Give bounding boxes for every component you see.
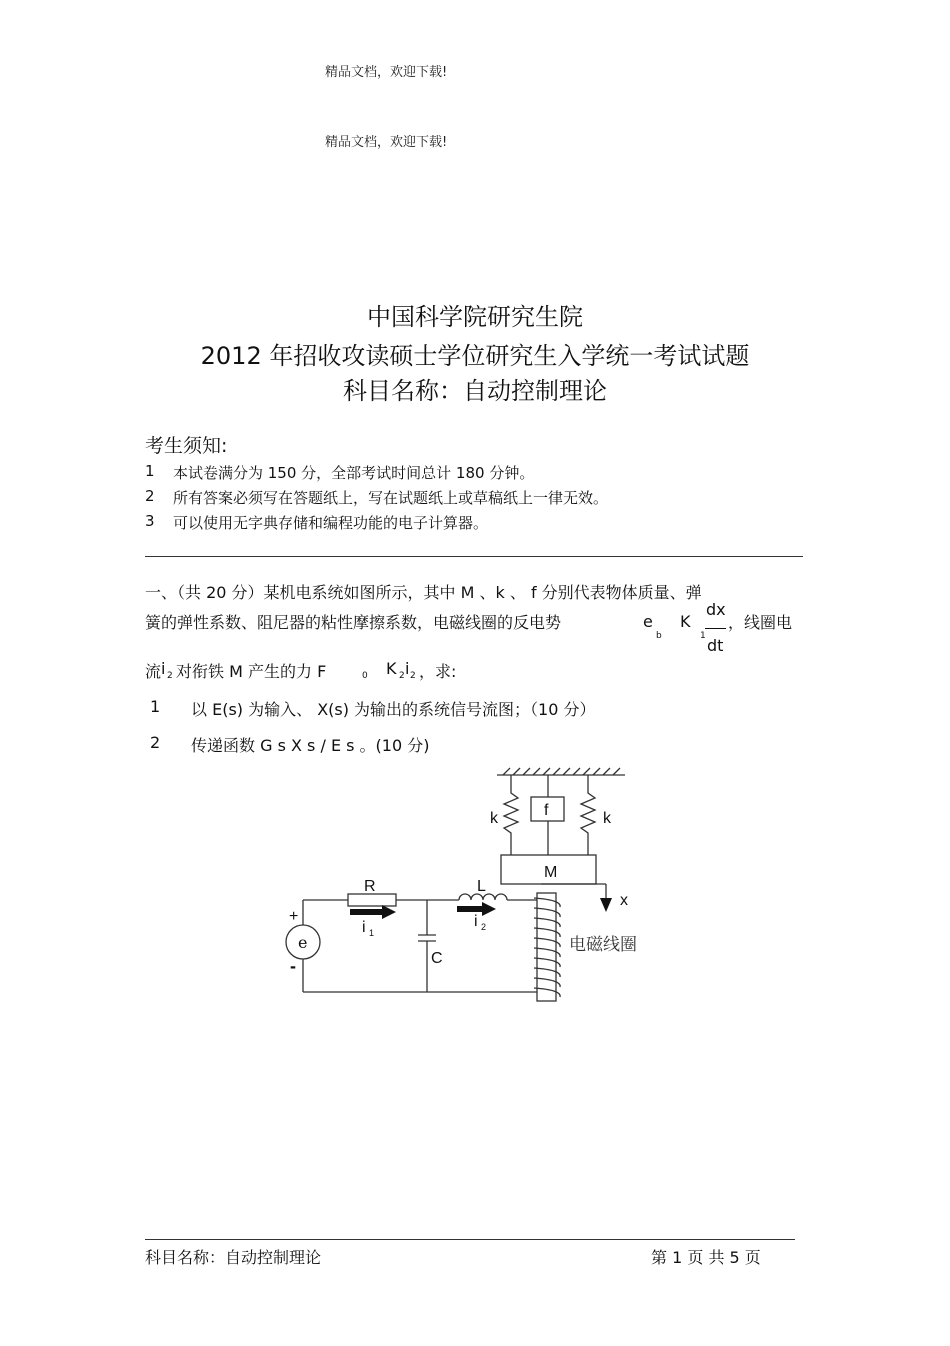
electromechanical-system-diagram (270, 760, 690, 1010)
question1-line2: 簧的弹性系数、阻尼器的粘性摩擦系数，电磁线圈的反电势 (145, 613, 562, 632)
ceiling-hatch (503, 768, 620, 775)
current-label-i2-subscript: 2 (481, 922, 487, 932)
exam-title: 2012 年招收攻读硕士学位研究生入学统一考试试题 (200, 342, 750, 370)
constant-k1: K (680, 612, 691, 631)
spring-label-k: k (490, 810, 498, 827)
current-i2-symbol: i (405, 659, 410, 678)
source-minus-sign: - (290, 956, 296, 976)
part-number: 2 (150, 733, 161, 752)
back-emf-subscript: b (656, 631, 662, 641)
current-i2-subscript: 2 (167, 671, 173, 681)
left-spring (504, 775, 518, 855)
exam-institution-title: 中国科学院研究生院 (367, 303, 583, 331)
footer-subject: 科目名称：自动控制理论 (145, 1248, 322, 1267)
notice-item: 可以使用无字典存储和编程功能的电子计算器。 (173, 514, 489, 532)
capacitor-label-c: C (431, 950, 443, 967)
capacitor (418, 935, 436, 941)
mass-label-m: M (544, 864, 558, 881)
source-plus-sign: + (289, 908, 299, 925)
question1-line2-end: ，线圈电 (728, 613, 793, 632)
footer-divider (145, 1239, 795, 1240)
question1-line3-start: 流 (145, 662, 162, 681)
current-label-i2: i (474, 913, 478, 930)
notice-item-number: 1 (145, 462, 155, 480)
current-i2-subscript: 2 (410, 671, 416, 681)
part-number: 1 (150, 697, 161, 716)
damper-label-f: f (544, 802, 549, 819)
force-subscript: 0 (362, 671, 368, 681)
notice-item-number: 2 (145, 487, 155, 505)
notice-item: 所有答案必须写在答题纸上，写在试题纸上或草稿纸上一律无效。 (173, 489, 609, 507)
x-direction-arrow (600, 898, 612, 912)
question1-line1: 一、（共 20 分）某机电系统如图所示，其中 M 、k 、 f 分别代表物体质量、弹 (145, 583, 702, 602)
constant-k2-subscript: 2 (399, 671, 405, 681)
spring-label-k: k (603, 810, 611, 827)
notice-item-number: 3 (145, 512, 155, 530)
right-spring (581, 775, 595, 855)
fraction-bar (705, 628, 726, 629)
fraction-numerator: dx (706, 600, 726, 619)
question1-part2: 传递函数 G s X s / E s 。(10 分) (191, 736, 430, 755)
question1-part1: 以 E(s) 为输入、 X(s) 为输出的系统信号流图；（10 分） (191, 700, 596, 719)
i1-arrow (350, 905, 396, 919)
notice-item: 本试卷满分为 150 分，全部考试时间总计 180 分钟。 (173, 464, 535, 482)
notice-heading: 考生须知: (145, 435, 228, 457)
coil-label: 电磁线圈 (569, 935, 637, 954)
watermark-text: 精品文档，欢迎下载! (325, 135, 448, 150)
current-label-i1: i (362, 919, 366, 936)
current-i2-symbol: i (161, 659, 166, 678)
constant-k1-subscript: 1 (700, 631, 706, 641)
back-emf-symbol: e (643, 612, 653, 631)
section-divider (145, 556, 803, 557)
fraction-denominator: dt (707, 636, 724, 655)
current-label-i1-subscript: 1 (369, 928, 375, 938)
source-label-e: e (298, 933, 308, 952)
watermark-text: 精品文档，欢迎下载! (325, 65, 448, 80)
inductor-label-l: L (477, 878, 486, 895)
resistor-label-r: R (364, 878, 376, 895)
footer-page-number: 第 1 页 共 5 页 (651, 1248, 761, 1267)
subject-title: 科目名称：自动控制理论 (343, 377, 607, 405)
displacement-label-x: x (620, 892, 628, 909)
question1-line3: 对衔铁 M 产生的力 F (176, 662, 327, 681)
question1-line3-end: ，求: (419, 662, 457, 681)
resistor (348, 894, 396, 906)
constant-k2: K (386, 659, 397, 678)
